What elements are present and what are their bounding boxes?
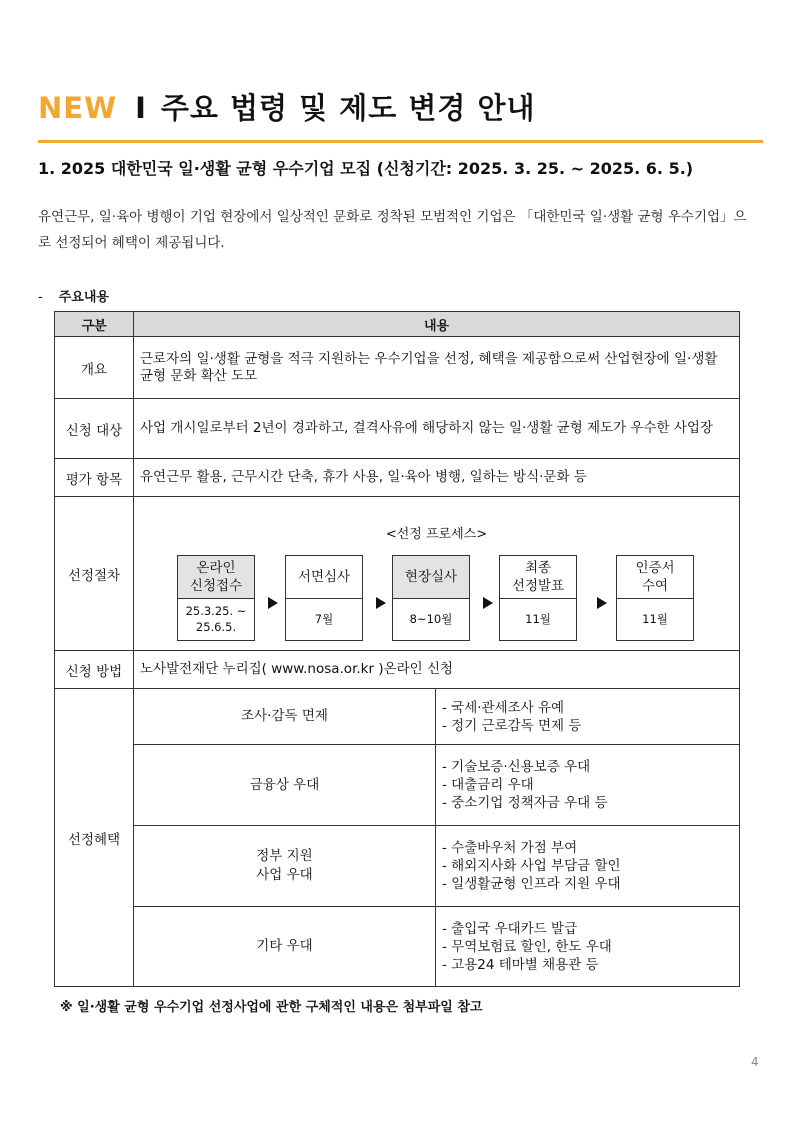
benefit-detail-item: - 해외지사화 사업 부담금 할인 xyxy=(442,858,621,874)
step-period: 11월 xyxy=(642,612,668,626)
benefit-detail-item: - 무역보험료 할인, 한도 우대 xyxy=(442,938,612,955)
benefit-name: 기타 우대 xyxy=(134,907,436,987)
process-step-final-announcement xyxy=(499,555,577,641)
step-title: 현장실사 xyxy=(393,556,469,599)
process-diagram xyxy=(134,499,739,649)
table-row-procedure xyxy=(55,497,740,651)
process-step-document-review xyxy=(285,555,363,641)
column-header-content: 내용 xyxy=(134,312,740,337)
benefit-detail-item: - 고용24 테마별 채용관 등 xyxy=(442,956,599,973)
step-title: 온라인 신청접수 xyxy=(178,556,254,599)
row-label-overview: 개요 xyxy=(55,337,134,399)
row-label-benefits: 선정혜택 xyxy=(55,689,134,987)
process-diagram-cell xyxy=(134,497,740,651)
row-content-method: 노사발전재단 누리집( www.nosa.or.kr )온라인 신청 xyxy=(134,651,740,689)
process-caption: <선정 프로세스> xyxy=(385,526,488,542)
row-label-procedure: 선정절차 xyxy=(55,497,134,651)
row-label-criteria: 평가 항목 xyxy=(55,459,134,497)
table-row-benefit xyxy=(55,907,740,987)
row-content-overview: 근로자의 일·생활 균형을 적극 지원하는 우수기업을 선정, 혜택을 제공함으로써 산업현장에 일·생활 균형 문화 확산 도모 xyxy=(134,337,740,399)
process-step-online-application xyxy=(177,555,255,641)
benefit-name: 정부 지원 사업 우대 xyxy=(134,826,436,907)
benefit-detail-item: - 기술보증·신용보증 우대 xyxy=(442,759,591,775)
bullet-dash: - xyxy=(38,290,43,305)
benefit-detail-item: - 중소기업 정책자금 우대 등 xyxy=(442,795,608,811)
main-contents-table xyxy=(54,311,740,987)
main-contents-heading xyxy=(38,286,109,305)
benefit-detail-item: - 일생활균형 인프라 지원 우대 xyxy=(442,876,621,892)
step-period: 8~10월 xyxy=(409,612,453,626)
table-row-benefit xyxy=(55,745,740,826)
step-title: 최종 선정발표 xyxy=(500,556,576,599)
footnote: ※ 일·생활 균형 우수기업 선정사업에 관한 구체적인 내용은 첨부파일 참고 xyxy=(60,1000,483,1015)
page-number: 4 xyxy=(751,1055,759,1069)
table-row-target xyxy=(55,399,740,459)
row-content-target: 사업 개시일로부터 2년이 경과하고, 결격사유에 해당하지 않는 일·생활 균형 제도가 우수한 사업장 xyxy=(134,399,740,459)
arrow-right-icon xyxy=(483,597,493,609)
header-title-text: 주요 법령 및 제도 변경 안내 xyxy=(160,91,536,125)
table-header-row xyxy=(55,312,740,337)
table-row-benefit xyxy=(55,689,740,745)
row-content-criteria: 유연근무 활용, 근무시간 단축, 휴가 사용, 일·육아 병행, 일하는 방식·문화 등 xyxy=(134,459,740,497)
arrow-right-icon xyxy=(597,597,607,609)
intro-paragraph: 유연근무, 일·육아 병행이 기업 현장에서 일상적인 문화로 정착된 모범적인 기업은 「대한민국 일·생활 균형 우수기업」으로 선정되어 혜택이 제공됩니다. xyxy=(38,209,747,251)
arrow-right-icon xyxy=(376,597,386,609)
benefit-detail-item: - 대출금리 우대 xyxy=(442,777,534,793)
table-row-method xyxy=(55,651,740,689)
step-period: 25.3.25. ~ 25.6.5. xyxy=(185,604,247,634)
step-period: 7월 xyxy=(314,612,334,626)
process-step-certificate xyxy=(616,555,694,641)
step-title: 인증서 수여 xyxy=(617,556,693,599)
benefit-name: 금융상 우대 xyxy=(134,745,436,826)
header-divider xyxy=(38,140,763,143)
new-badge: NEW xyxy=(38,91,118,125)
page-header-title xyxy=(38,86,536,134)
benefit-detail-item: - 국세·관세조사 유예 xyxy=(442,699,565,716)
benefit-name: 조사·감독 면제 xyxy=(134,689,436,745)
table-row-benefit xyxy=(55,826,740,907)
table-row-criteria xyxy=(55,459,740,497)
column-header-category: 구분 xyxy=(55,312,134,337)
arrow-right-icon xyxy=(268,597,278,609)
benefit-details xyxy=(436,907,740,987)
row-label-target: 신청 대상 xyxy=(55,399,134,459)
process-step-site-inspection xyxy=(392,555,470,641)
row-label-method: 신청 방법 xyxy=(55,651,134,689)
benefit-details xyxy=(436,745,740,826)
table-row-overview xyxy=(55,337,740,399)
benefit-details xyxy=(436,826,740,907)
benefit-details xyxy=(436,689,740,745)
header-separator: I xyxy=(135,91,147,125)
benefit-detail-item: - 정기 근로감독 면제 등 xyxy=(442,717,582,734)
section-title: 1. 2025 대한민국 일·생활 균형 우수기업 모집 (신청기간: 2025. 3. 25. ~ 2025. 6. 5.) xyxy=(38,159,694,178)
step-title: 서면심사 xyxy=(286,556,362,599)
main-contents-label: 주요내용 xyxy=(58,290,109,305)
benefit-detail-item: - 수출바우처 가점 부여 xyxy=(442,840,578,856)
benefit-detail-item: - 출입국 우대카드 발급 xyxy=(442,920,578,937)
step-period: 11월 xyxy=(525,612,551,626)
